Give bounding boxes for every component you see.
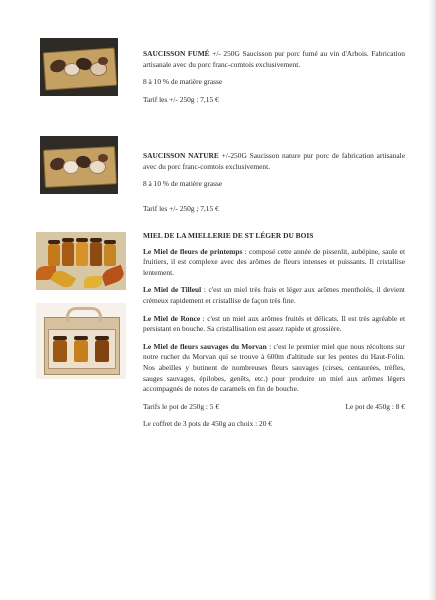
honey-name: Le Miel de fleurs sauvages du Morvan <box>143 341 267 351</box>
price-gift-box: Le coffret de 3 pots de 450g au choix : 20 € <box>143 419 272 429</box>
honey-description: : c'est un miel aux arômes fruités et délicats. Il est très agréable et persistant en bouche. Sa cristallisation est assez rapide et grossière. <box>143 313 405 334</box>
honey-section <box>143 231 405 430</box>
honey-item-linden <box>143 285 405 306</box>
honey-item-spring <box>143 247 405 279</box>
product-title: SAUCISSON NATURE <box>143 151 219 160</box>
product-fat: 8 à 10 % de matière grasse <box>143 77 223 87</box>
scan-shadow-edge <box>428 0 436 600</box>
honey-description: : composé cette année de pissenlit, aubépine, saule et fruitiers, il est complexe avec des arômes de fleurs intenses et puissants. Il cristallise lentement. <box>143 246 406 277</box>
honey-item-morvan <box>143 342 405 395</box>
honey-name: Le Miel de fleurs de printemps <box>143 246 243 256</box>
natural-sausage-board-image <box>40 136 118 194</box>
product-price: Tarif les +/- 250g : 7,15 € <box>143 94 219 104</box>
honey-description: : c'est un miel très frais et léger aux arômes mentholés, il devient crémeux rapidement et cristallise de façon très fine. <box>143 285 405 305</box>
product-fat: 8 à 10 % de matière grasse <box>143 179 223 189</box>
product-title: SAUCISSON FUMÉ <box>143 49 210 58</box>
price-250g: Tarifs le pot de 250g : 5 € <box>143 401 220 411</box>
product-smoked-sausage <box>143 49 405 105</box>
honey-prices-row <box>143 402 405 413</box>
honey-item-bramble <box>143 314 405 335</box>
honey-gift-box-image <box>36 303 126 379</box>
price-450g: Le pot de 450g : 8 € <box>345 401 405 411</box>
honey-name: Le Miel de Ronce <box>143 313 201 323</box>
honey-description: : c'est le premier miel que nous récoltons sur notre rucher du Morvan qui se trouve à 600m d'altitude sur les pentes du Haut-Folin. Nos abeilles y butinent de nombreuses fleurs sauvages (cirses, centaurées, trèfles, sauges sauvages, épilobes, genêts, etc.) pour produire un miel aux arômes légers accompagnés de notes de caramels en fin de bouche. <box>143 341 405 394</box>
honey-name: Le Miel de Tilleul <box>143 285 202 295</box>
product-price: Tarif les +/- 250g ; 7,15 € <box>143 203 219 213</box>
product-description: +/- 250G Saucisson pur porc fumé au vin d'Arbois. Fabrication artisanale avec du porc franc-comtois exclusivement. <box>143 49 405 69</box>
product-natural-sausage <box>143 151 405 214</box>
honey-jars-autumn-leaves-image <box>36 232 126 290</box>
section-heading: MIEL DE LA MIELLERIE DE ST LÉGER DU BOIS <box>143 231 314 240</box>
smoked-sausage-board-image <box>40 38 118 96</box>
product-description: +/-250G Saucisson nature pur porc de fabrication artisanale avec du porc franc-comtois exclusivement. <box>143 151 405 171</box>
